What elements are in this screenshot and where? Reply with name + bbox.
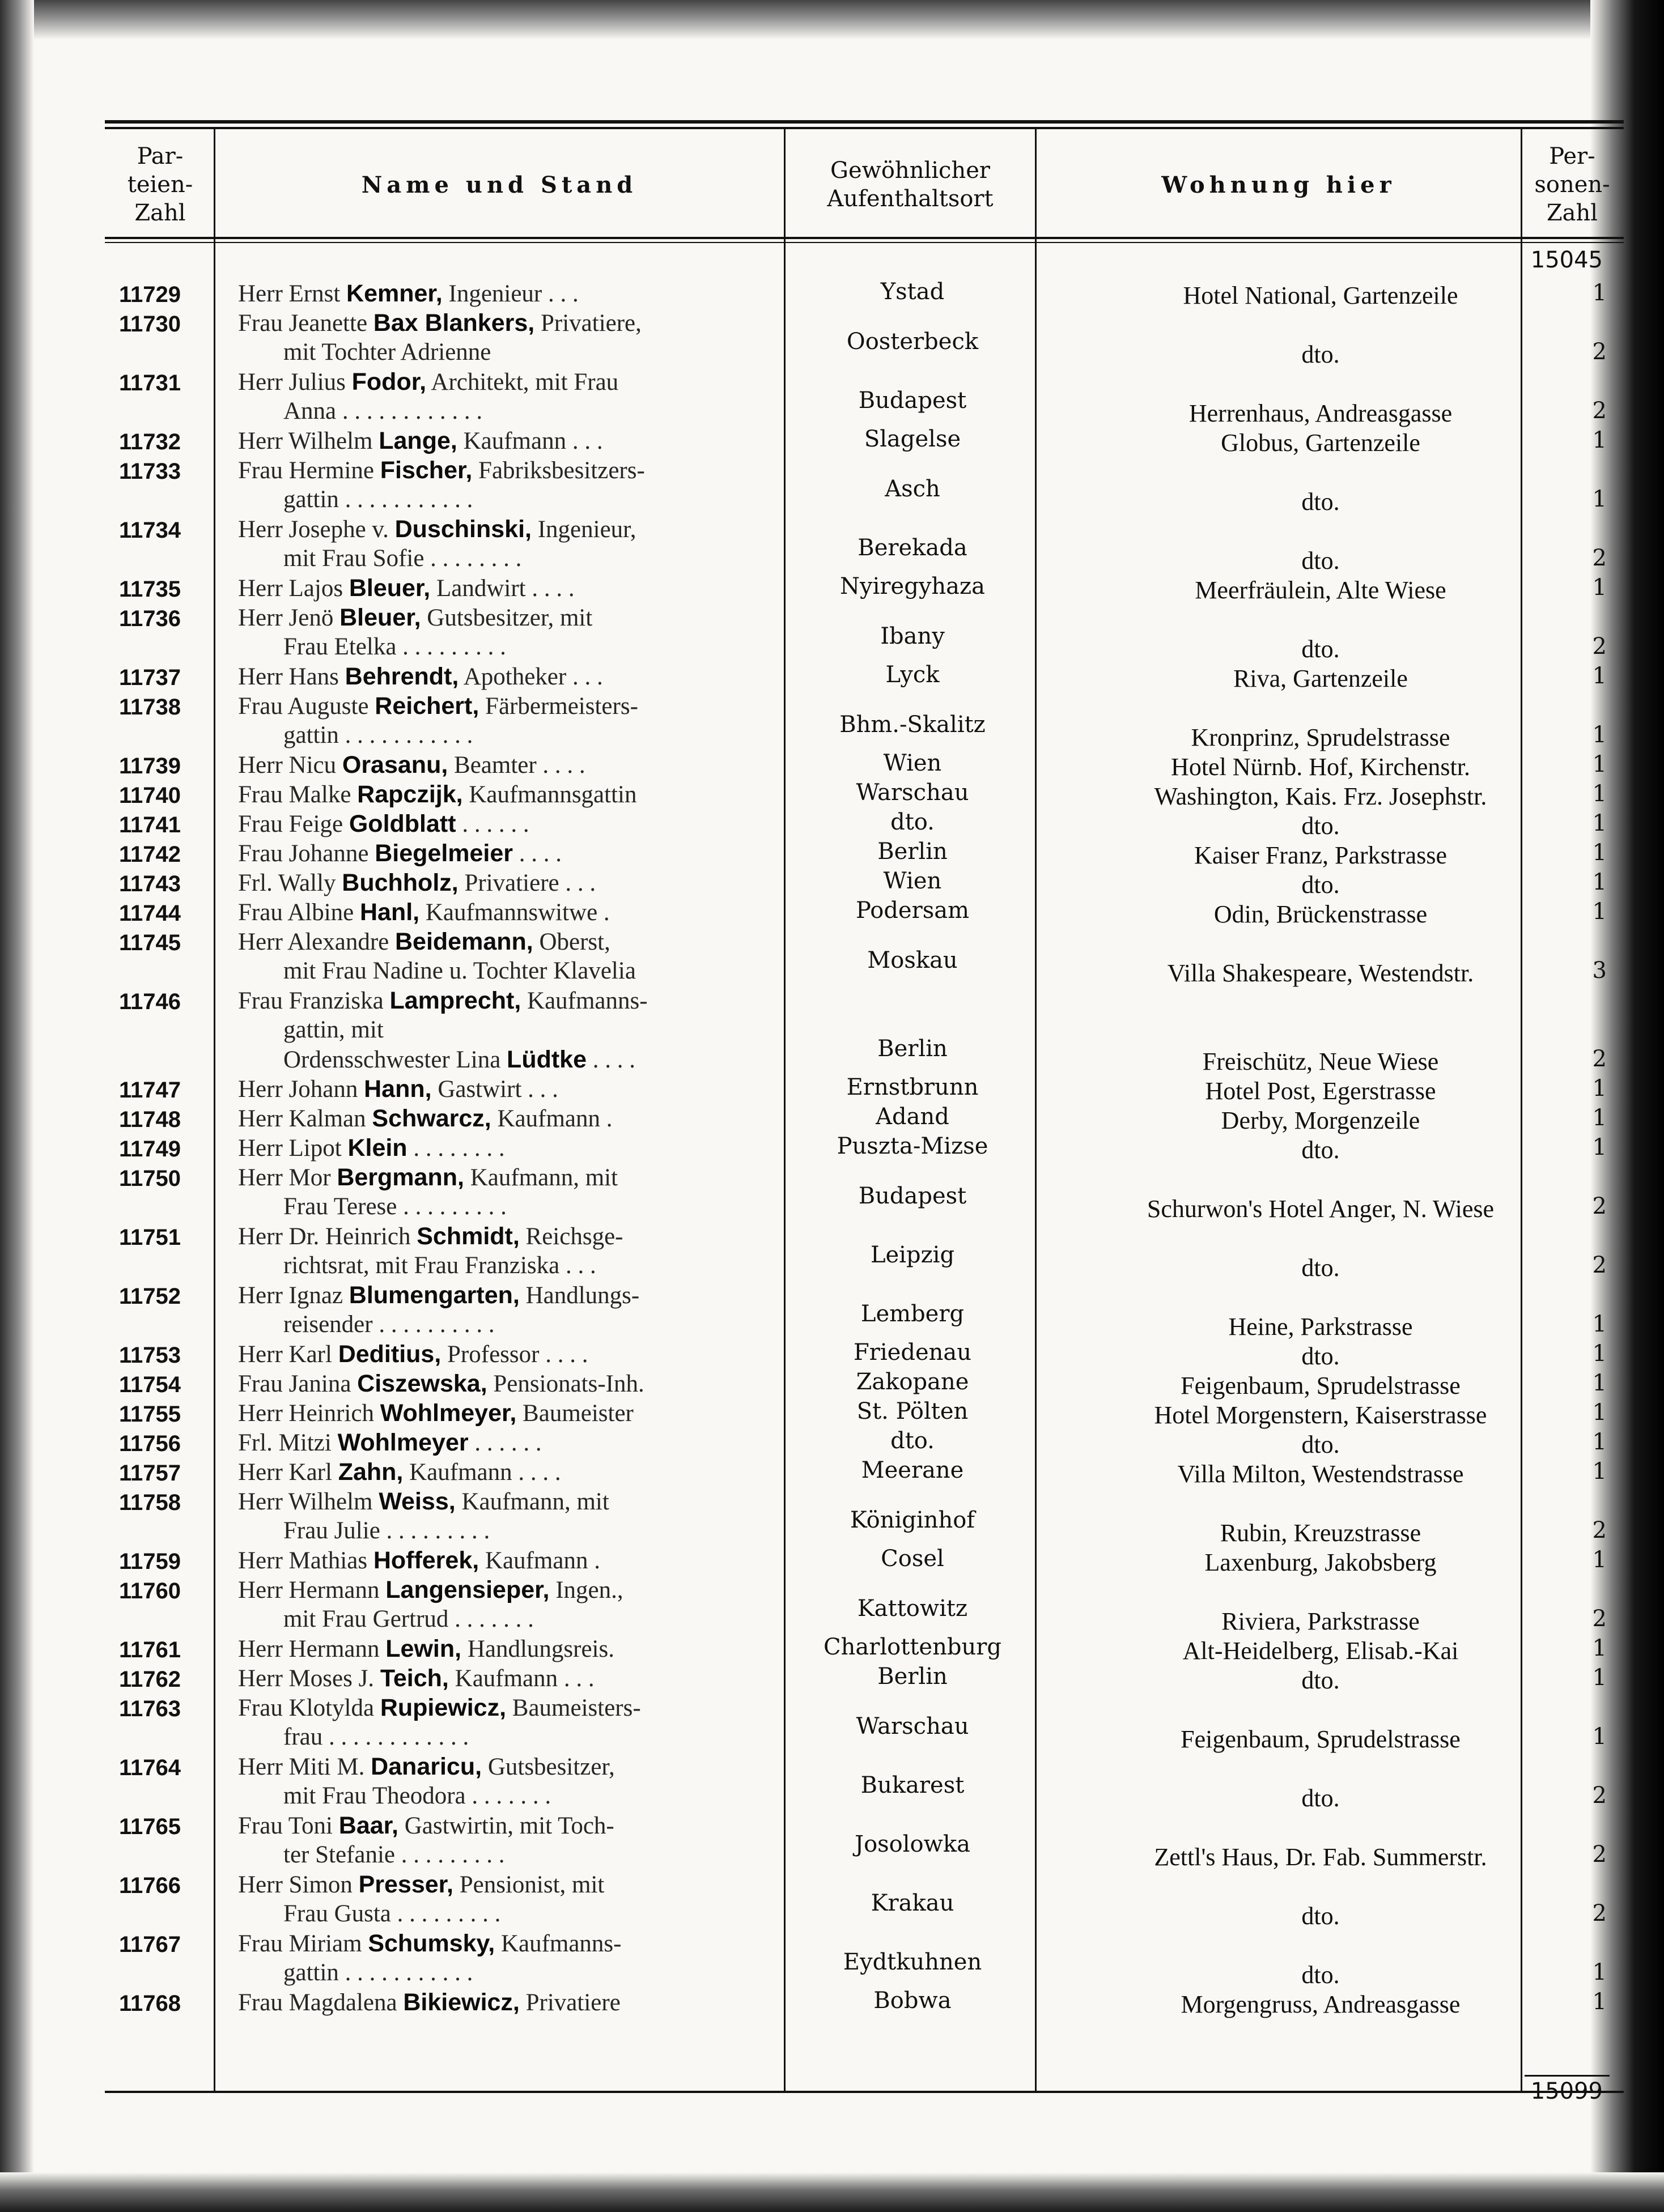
local-address: Hotel Post, Egerstrasse bbox=[1205, 1077, 1436, 1105]
name-and-status-line: Herr Johann Hann, Gastwirt . . . bbox=[238, 1075, 558, 1103]
party-number: 11749 bbox=[119, 1137, 181, 1162]
local-address: Hotel National, Gartenzeile bbox=[1183, 282, 1458, 309]
header-usual-residence: Gewöhnlicher Aufenthaltsort bbox=[827, 158, 994, 212]
local-address: Globus, Gartenzeile bbox=[1221, 429, 1420, 457]
name-and-status-line: Frau Miriam Schumsky, Kaufmanns- bbox=[238, 1930, 622, 1957]
usual-residence: Asch bbox=[885, 476, 940, 502]
usual-residence: Berekada bbox=[858, 535, 967, 561]
name-and-status-line: Herr Wilhelm Lange, Kaufmann . . . bbox=[238, 427, 603, 454]
party-number: 11730 bbox=[119, 312, 181, 337]
usual-residence: Kattowitz bbox=[857, 1596, 968, 1622]
register-row bbox=[119, 1369, 1615, 1402]
header-name-and-status: Name und Stand bbox=[361, 171, 638, 198]
person-count: 1 bbox=[1592, 1724, 1607, 1750]
usual-residence: Wien bbox=[883, 750, 942, 776]
usual-residence: Berlin bbox=[877, 839, 948, 865]
name-and-status-line: Frau Gusta . . . . . . . . . bbox=[283, 1900, 501, 1927]
name-and-status-line: Frau Jeanette Bax Blankers, Privatiere, bbox=[238, 309, 642, 337]
party-number: 11742 bbox=[119, 842, 181, 867]
party-number: 11731 bbox=[119, 371, 181, 395]
person-count: 2 bbox=[1592, 1046, 1607, 1072]
register-row bbox=[119, 839, 1615, 871]
name-and-status-line: Frau Janina Ciszewska, Pensionats-Inh. bbox=[238, 1370, 644, 1397]
scan-edge-top bbox=[0, 0, 1664, 40]
name-and-status-line: Frau Feige Goldblatt . . . . . . bbox=[238, 810, 529, 837]
local-address: Freischütz, Neue Wiese bbox=[1202, 1048, 1439, 1075]
person-count: 1 bbox=[1592, 751, 1607, 777]
party-number: 11737 bbox=[119, 665, 181, 690]
usual-residence: Ibany bbox=[880, 623, 945, 649]
local-address: Riva, Gartenzeile bbox=[1233, 665, 1408, 692]
name-and-status-line: mit Frau Sofie . . . . . . . . bbox=[283, 545, 522, 572]
local-address: Villa Milton, Westendstrasse bbox=[1177, 1460, 1464, 1488]
name-and-status-line: Herr Karl Zahn, Kaufmann . . . . bbox=[238, 1458, 561, 1486]
person-count: 2 bbox=[1592, 1841, 1607, 1868]
person-count: 1 bbox=[1592, 1134, 1607, 1160]
usual-residence: Nyiregyhaza bbox=[840, 573, 985, 599]
usual-residence: Leipzig bbox=[870, 1242, 955, 1268]
party-number: 11761 bbox=[119, 1637, 181, 1662]
register-row bbox=[119, 1696, 1615, 1755]
name-and-status-line: Herr Josephe v. Duschinski, Ingenieur, bbox=[238, 516, 636, 543]
local-address: Morgengruss, Andreasgasse bbox=[1181, 1990, 1461, 2018]
name-and-status-line: Frau Julie . . . . . . . . . bbox=[283, 1517, 490, 1544]
person-count: 1 bbox=[1592, 427, 1607, 453]
register-row bbox=[119, 750, 1615, 783]
party-number: 11746 bbox=[119, 989, 181, 1014]
usual-residence: Eydtkuhnen bbox=[843, 1949, 982, 1975]
name-and-status-line: Frau Auguste Reichert, Färbermeisters- bbox=[238, 692, 638, 720]
carry-out-rule bbox=[1525, 2075, 1610, 2077]
usual-residence: Lyck bbox=[885, 662, 940, 688]
name-and-status-line: Herr Nicu Orasanu, Beamter . . . . bbox=[238, 751, 585, 779]
local-address: Feigenbaum, Sprudelstrasse bbox=[1181, 1725, 1461, 1753]
party-number: 11764 bbox=[119, 1755, 181, 1780]
person-count: 1 bbox=[1592, 1665, 1607, 1691]
local-address: dto. bbox=[1301, 1666, 1340, 1694]
person-count: 2 bbox=[1592, 545, 1607, 571]
name-and-status-line: Frau Klotylda Rupiewicz, Baumeisters- bbox=[238, 1694, 641, 1721]
name-and-status-line: Herr Dr. Heinrich Schmidt, Reichsge- bbox=[238, 1223, 623, 1250]
party-number: 11740 bbox=[119, 783, 181, 808]
name-and-status-line: Frau Hermine Fischer, Fabriksbesitzers- bbox=[238, 457, 645, 484]
name-and-status-line: gattin . . . . . . . . . . . bbox=[283, 722, 473, 748]
party-number: 11768 bbox=[119, 1991, 181, 2016]
person-count: 1 bbox=[1592, 1399, 1607, 1426]
top-double-rule-2 bbox=[105, 127, 1624, 129]
local-address: dto. bbox=[1301, 488, 1340, 516]
usual-residence: Budapest bbox=[858, 1183, 967, 1209]
person-count: 2 bbox=[1592, 1193, 1607, 1219]
usual-residence: Königinhof bbox=[850, 1507, 975, 1533]
local-address: Derby, Morgenzeile bbox=[1221, 1107, 1420, 1134]
name-and-status-line: Herr Alexandre Beidemann, Oberst, bbox=[238, 928, 610, 955]
register-row bbox=[119, 692, 1615, 754]
register-row bbox=[119, 1576, 1615, 1637]
name-and-status-line: Herr Julius Fodor, Architekt, mit Frau bbox=[238, 368, 619, 395]
party-number: 11765 bbox=[119, 1814, 181, 1839]
person-count: 1 bbox=[1592, 486, 1607, 512]
person-count: 1 bbox=[1592, 663, 1607, 689]
name-and-status-line: Herr Simon Presser, Pensionist, mit bbox=[238, 1871, 605, 1898]
usual-residence: Berlin bbox=[877, 1036, 948, 1062]
local-address: dto. bbox=[1301, 341, 1340, 368]
name-and-status-line: Herr Mor Bergmann, Kaufmann, mit bbox=[238, 1164, 618, 1191]
register-row bbox=[119, 1428, 1615, 1461]
register-row bbox=[119, 279, 1615, 312]
person-count: 1 bbox=[1592, 722, 1607, 748]
person-count: 1 bbox=[1592, 1075, 1607, 1101]
usual-residence: Berlin bbox=[877, 1664, 948, 1690]
local-address: Kronprinz, Sprudelstrasse bbox=[1191, 724, 1450, 751]
register-row bbox=[119, 426, 1615, 459]
name-and-status-line: Frl. Wally Buchholz, Privatiere . . . bbox=[238, 869, 596, 896]
register-row bbox=[119, 1074, 1615, 1107]
header-local-address: Wohnung hier bbox=[1161, 171, 1396, 198]
name-and-status-line: ter Stefanie . . . . . . . . . bbox=[283, 1841, 505, 1868]
local-address: dto. bbox=[1301, 1342, 1340, 1370]
top-double-rule bbox=[105, 120, 1624, 124]
usual-residence: Cosel bbox=[881, 1546, 944, 1572]
register-row bbox=[119, 1932, 1615, 1991]
person-count: 2 bbox=[1592, 339, 1607, 365]
name-and-status-line: gattin . . . . . . . . . . . bbox=[283, 486, 473, 513]
usual-residence: dto. bbox=[890, 1428, 935, 1454]
name-and-status-line: mit Tochter Adrienne bbox=[283, 339, 491, 365]
usual-residence: Budapest bbox=[858, 388, 967, 414]
usual-residence: Bhm.-Skalitz bbox=[839, 712, 986, 738]
name-and-status-line: Herr Miti M. Danaricu, Gutsbesitzer, bbox=[238, 1753, 615, 1780]
register-row bbox=[119, 1339, 1615, 1372]
usual-residence: Moskau bbox=[867, 947, 958, 973]
usual-residence: Josolowka bbox=[855, 1831, 970, 1857]
name-and-status-line: Herr Lipot Klein . . . . . . . . bbox=[238, 1134, 505, 1162]
party-number: 11766 bbox=[119, 1873, 181, 1898]
name-and-status-line: Herr Jenö Bleuer, Gutsbesitzer, mit bbox=[238, 604, 593, 631]
name-and-status-line: Frau Magdalena Bikiewicz, Privatiere bbox=[238, 1989, 621, 2016]
usual-residence: Oosterbeck bbox=[846, 329, 979, 355]
usual-residence: Slagelse bbox=[864, 426, 961, 452]
usual-residence: Charlottenburg bbox=[823, 1634, 1001, 1660]
scan-edge-bottom bbox=[0, 2172, 1664, 2212]
party-number: 11757 bbox=[119, 1461, 181, 1486]
party-number: 11767 bbox=[119, 1932, 181, 1957]
party-number: 11762 bbox=[119, 1667, 181, 1692]
usual-residence: Adand bbox=[876, 1104, 949, 1130]
name-and-status-line: Herr Moses J. Teich, Kaufmann . . . bbox=[238, 1665, 595, 1692]
person-count: 2 bbox=[1592, 1517, 1607, 1543]
register-row bbox=[119, 1457, 1615, 1490]
register-row bbox=[119, 1133, 1615, 1166]
name-and-status-line: Herr Mathias Hofferek, Kaufmann . bbox=[238, 1547, 600, 1574]
name-and-status-line: mit Frau Gertrud . . . . . . . bbox=[283, 1606, 534, 1632]
party-number: 11729 bbox=[119, 282, 181, 307]
register-row bbox=[119, 1814, 1615, 1873]
register-row bbox=[119, 1166, 1615, 1225]
carry-out-total: 15099 bbox=[1530, 2078, 1603, 2104]
usual-residence: Puszta-Mizse bbox=[837, 1133, 988, 1159]
register-row bbox=[119, 573, 1615, 606]
register-row bbox=[119, 1634, 1615, 1667]
usual-residence: Friedenau bbox=[854, 1339, 971, 1366]
party-number: 11736 bbox=[119, 606, 181, 631]
party-number: 11732 bbox=[119, 429, 181, 454]
name-and-status-line: Herr Karl Deditius, Professor . . . . bbox=[238, 1341, 588, 1368]
register-row bbox=[119, 1225, 1615, 1284]
usual-residence: Krakau bbox=[871, 1890, 954, 1916]
register-row bbox=[119, 1104, 1615, 1137]
usual-residence: St. Pölten bbox=[856, 1398, 969, 1424]
register-row bbox=[119, 809, 1615, 842]
person-count: 1 bbox=[1592, 1458, 1607, 1484]
name-and-status-line: mit Frau Theodora . . . . . . . bbox=[283, 1783, 551, 1809]
local-address: Alt-Heidelberg, Elisab.-Kai bbox=[1182, 1637, 1459, 1665]
person-count: 1 bbox=[1592, 899, 1607, 925]
local-address: Odin, Brückenstrasse bbox=[1213, 900, 1428, 928]
person-count: 1 bbox=[1592, 1341, 1607, 1367]
party-number: 11751 bbox=[119, 1225, 181, 1250]
person-count: 1 bbox=[1592, 1105, 1607, 1131]
local-address: Herrenhaus, Andreasgasse bbox=[1188, 399, 1453, 427]
usual-residence: Bobwa bbox=[873, 1988, 952, 2014]
name-and-status-line: reisender . . . . . . . . . . bbox=[283, 1311, 495, 1338]
scan-edge-left bbox=[0, 0, 34, 2212]
local-address: dto. bbox=[1301, 1136, 1340, 1164]
usual-residence: Ystad bbox=[880, 279, 945, 305]
person-count: 2 bbox=[1592, 1606, 1607, 1632]
party-number: 11752 bbox=[119, 1284, 181, 1309]
usual-residence: Bukarest bbox=[860, 1772, 965, 1798]
name-and-status-line: Herr Lajos Bleuer, Landwirt . . . . bbox=[238, 575, 575, 602]
register-row bbox=[119, 662, 1615, 695]
name-and-status-line: Herr Hans Behrendt, Apotheker . . . bbox=[238, 663, 603, 690]
header-bottom-rule-2 bbox=[105, 242, 1624, 243]
party-number: 11748 bbox=[119, 1107, 181, 1132]
register-row bbox=[119, 1755, 1615, 1814]
name-and-status-line: Frau Franziska Lamprecht, Kaufmanns- bbox=[238, 987, 648, 1014]
party-number: 11745 bbox=[119, 930, 181, 955]
name-and-status-line: Herr Hermann Lewin, Handlungsreis. bbox=[238, 1635, 614, 1662]
local-address: Riviera, Parkstrasse bbox=[1221, 1607, 1420, 1635]
name-and-status-line: gattin, mit bbox=[283, 1016, 384, 1043]
usual-residence: Lemberg bbox=[860, 1301, 965, 1327]
person-count: 2 bbox=[1592, 633, 1607, 660]
name-and-status-line: Frau Albine Hanl, Kaufmannswitwe . bbox=[238, 899, 610, 926]
local-address: Meerfräulein, Alte Wiese bbox=[1195, 576, 1446, 604]
name-and-status-line: Frau Johanne Biegelmeier . . . . bbox=[238, 840, 562, 867]
name-and-status-line: mit Frau Nadine u. Tochter Klavelia bbox=[283, 958, 636, 984]
local-address: Kaiser Franz, Parkstrasse bbox=[1194, 841, 1447, 869]
name-and-status-line: Frl. Mitzi Wohlmeyer . . . . . . bbox=[238, 1429, 542, 1456]
name-and-status-line: Frau Etelka . . . . . . . . . bbox=[283, 633, 506, 660]
person-count: 2 bbox=[1592, 398, 1607, 424]
local-address: Schurwon's Hotel Anger, N. Wiese bbox=[1147, 1195, 1495, 1223]
local-address: dto. bbox=[1301, 547, 1340, 575]
header-person-count: Per- sonen- Zahl bbox=[1534, 143, 1610, 226]
name-and-status-line: Herr Wilhelm Weiss, Kaufmann, mit bbox=[238, 1488, 609, 1515]
register-row bbox=[119, 368, 1615, 429]
register-row bbox=[119, 1398, 1615, 1431]
usual-residence: dto. bbox=[890, 809, 935, 835]
register-row bbox=[119, 606, 1615, 665]
party-number: 11747 bbox=[119, 1078, 181, 1103]
local-address: Zettl's Haus, Dr. Fab. Summerstr. bbox=[1154, 1843, 1487, 1871]
name-and-status-line: Anna . . . . . . . . . . . . bbox=[283, 398, 483, 424]
register-row bbox=[119, 930, 1615, 989]
person-count: 2 bbox=[1592, 1900, 1607, 1926]
party-number: 11733 bbox=[119, 459, 181, 484]
person-count: 1 bbox=[1592, 781, 1607, 807]
local-address: dto. bbox=[1301, 1902, 1340, 1930]
person-count: 1 bbox=[1592, 1635, 1607, 1661]
person-count: 1 bbox=[1592, 1429, 1607, 1455]
local-address: Feigenbaum, Sprudelstrasse bbox=[1181, 1372, 1461, 1399]
register-row bbox=[119, 459, 1615, 518]
party-number: 11758 bbox=[119, 1490, 181, 1515]
local-address: dto. bbox=[1301, 1254, 1340, 1282]
name-and-status-line: richtsrat, mit Frau Franziska . . . bbox=[283, 1252, 596, 1279]
name-and-status-line: Herr Heinrich Wohlmeyer, Baumeister bbox=[238, 1399, 634, 1427]
party-number: 11744 bbox=[119, 901, 181, 926]
name-and-status-line: Frau Toni Baar, Gastwirtin, mit Toch- bbox=[238, 1812, 614, 1839]
register-row bbox=[119, 1988, 1615, 2020]
party-number: 11755 bbox=[119, 1402, 181, 1427]
name-and-status-line: Herr Kalman Schwarcz, Kaufmann . bbox=[238, 1105, 613, 1132]
register-row bbox=[119, 1490, 1615, 1549]
register-row bbox=[119, 989, 1615, 1078]
header-bottom-rule bbox=[105, 237, 1624, 239]
party-number: 11753 bbox=[119, 1343, 181, 1368]
name-and-status-line: Herr Ignaz Blumengarten, Handlungs- bbox=[238, 1282, 640, 1309]
usual-residence: Warschau bbox=[856, 1713, 969, 1739]
name-and-status-line: Ordensschwester Lina Lüdtke . . . . bbox=[283, 1046, 635, 1073]
name-and-status-line: Frau Malke Rapczijk, Kaufmannsgattin bbox=[238, 781, 637, 808]
person-count: 1 bbox=[1592, 1547, 1607, 1573]
local-address: Laxenburg, Jakobsberg bbox=[1204, 1549, 1437, 1576]
party-number: 11763 bbox=[119, 1696, 181, 1721]
party-number: 11738 bbox=[119, 695, 181, 720]
party-number: 11741 bbox=[119, 813, 181, 837]
register-row bbox=[119, 518, 1615, 577]
party-number: 11750 bbox=[119, 1166, 181, 1191]
person-count: 1 bbox=[1592, 1959, 1607, 1985]
register-row bbox=[119, 897, 1615, 930]
register-row bbox=[119, 780, 1615, 813]
party-number: 11739 bbox=[119, 754, 181, 779]
party-number: 11734 bbox=[119, 518, 181, 543]
party-number: 11743 bbox=[119, 871, 181, 896]
name-and-status-line: Herr Ernst Kemner, Ingenieur . . . bbox=[238, 280, 579, 307]
person-count: 1 bbox=[1592, 575, 1607, 601]
bottom-rule bbox=[105, 2091, 1624, 2093]
local-address: Hotel Nürnb. Hof, Kirchenstr. bbox=[1171, 753, 1470, 781]
local-address: dto. bbox=[1301, 1961, 1340, 1989]
local-address: dto. bbox=[1301, 1431, 1340, 1458]
local-address: dto. bbox=[1301, 812, 1340, 840]
usual-residence: Podersam bbox=[855, 897, 970, 924]
register-row bbox=[119, 1873, 1615, 1932]
carry-in-total: 15045 bbox=[1530, 247, 1603, 273]
person-count: 1 bbox=[1592, 810, 1607, 836]
party-number: 11754 bbox=[119, 1372, 181, 1397]
usual-residence: Warschau bbox=[856, 780, 969, 806]
local-address: Villa Shakespeare, Westendstr. bbox=[1167, 959, 1474, 987]
usual-residence: Zakopane bbox=[856, 1369, 969, 1395]
person-count: 2 bbox=[1592, 1783, 1607, 1809]
person-count: 1 bbox=[1592, 1311, 1607, 1337]
header-party-number: Par- teien- Zahl bbox=[127, 143, 193, 226]
local-address: Rubin, Kreuzstrasse bbox=[1220, 1519, 1421, 1547]
local-address: dto. bbox=[1301, 1784, 1340, 1812]
person-count: 1 bbox=[1592, 1989, 1607, 2015]
person-count: 1 bbox=[1592, 840, 1607, 866]
party-number: 11756 bbox=[119, 1431, 181, 1456]
person-count: 1 bbox=[1592, 280, 1607, 306]
register-row bbox=[119, 1664, 1615, 1696]
name-and-status-line: frau . . . . . . . . . . . . bbox=[283, 1724, 469, 1750]
name-and-status-line: Frau Terese . . . . . . . . . bbox=[283, 1193, 507, 1220]
usual-residence: Ernstbrunn bbox=[846, 1074, 979, 1100]
local-address: dto. bbox=[1301, 635, 1340, 663]
person-count: 3 bbox=[1592, 958, 1607, 984]
usual-residence: Meerane bbox=[861, 1457, 964, 1483]
register-row bbox=[119, 1546, 1615, 1579]
local-address: Hotel Morgenstern, Kaiserstrasse bbox=[1154, 1401, 1487, 1429]
person-count: 1 bbox=[1592, 869, 1607, 895]
usual-residence: Wien bbox=[883, 868, 942, 894]
register-row bbox=[119, 1284, 1615, 1343]
party-number: 11735 bbox=[119, 577, 181, 602]
register-row bbox=[119, 868, 1615, 901]
party-number: 11760 bbox=[119, 1579, 181, 1603]
local-address: dto. bbox=[1301, 871, 1340, 899]
local-address: Washington, Kais. Frz. Josephstr. bbox=[1154, 782, 1487, 810]
name-and-status-line: gattin . . . . . . . . . . . bbox=[283, 1959, 473, 1986]
person-count: 2 bbox=[1592, 1252, 1607, 1278]
register-row bbox=[119, 309, 1615, 371]
name-and-status-line: Herr Hermann Langensieper, Ingen., bbox=[238, 1576, 623, 1603]
person-count: 1 bbox=[1592, 1370, 1607, 1396]
party-number: 11759 bbox=[119, 1549, 181, 1574]
local-address: Heine, Parkstrasse bbox=[1228, 1313, 1413, 1341]
